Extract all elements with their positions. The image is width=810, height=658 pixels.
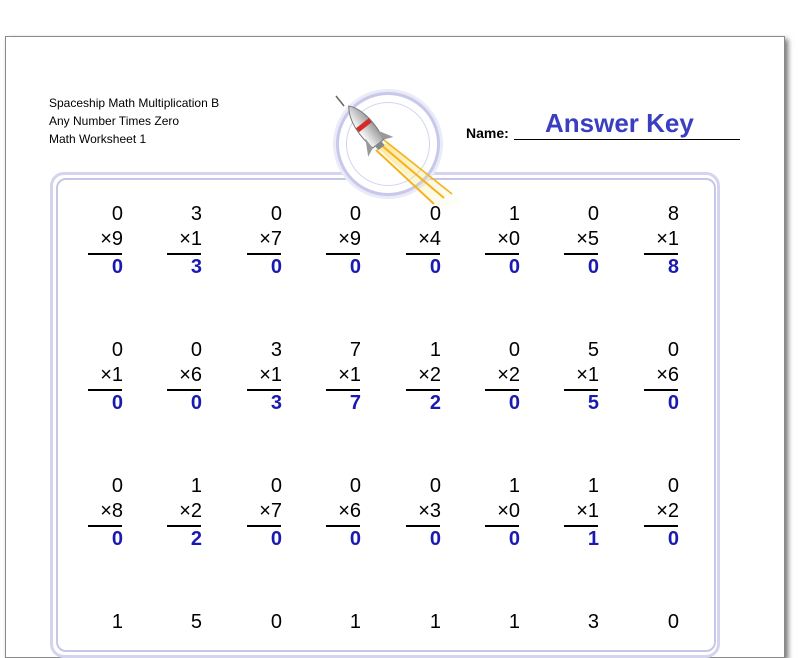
multiplicand: 0: [270, 475, 282, 497]
product-answer: 0: [429, 528, 441, 550]
problem: [483, 474, 533, 552]
problem: [562, 202, 612, 280]
worksheet-number: Math Worksheet 1: [49, 132, 147, 146]
product-answer: 7: [349, 392, 361, 414]
multiplier: ×6: [179, 364, 202, 386]
problem: [165, 202, 215, 280]
problem: [86, 610, 136, 635]
multiplicand: 1: [508, 611, 520, 633]
multiplicand: 1: [349, 611, 361, 633]
problem: [404, 610, 454, 635]
problem: [86, 474, 136, 552]
multiplicand: 5: [587, 339, 599, 361]
problem: [562, 474, 612, 552]
rocket-icon: [326, 90, 476, 220]
problem: [483, 338, 533, 416]
problem: [642, 610, 692, 635]
product-answer: 0: [508, 528, 520, 550]
problem: [642, 338, 692, 416]
multiplicand: 1: [508, 475, 520, 497]
product-answer: 0: [349, 528, 361, 550]
product-answer: 0: [111, 392, 123, 414]
multiplier: ×6: [338, 500, 361, 522]
multiplier: ×2: [656, 500, 679, 522]
problem: [86, 338, 136, 416]
problem: [404, 474, 454, 552]
multiplier: ×9: [338, 228, 361, 250]
problem: [562, 610, 612, 635]
name-field-line[interactable]: [514, 139, 740, 140]
multiplicand: 0: [667, 339, 679, 361]
problem: [324, 610, 374, 635]
multiplier: ×1: [656, 228, 679, 250]
name-label: Name:: [466, 125, 509, 141]
problem: [324, 474, 374, 552]
product-answer: 0: [111, 528, 123, 550]
multiplicand: 3: [587, 611, 599, 633]
multiplicand: 1: [587, 475, 599, 497]
product-answer: 0: [667, 528, 679, 550]
problem-frame-inner: [56, 178, 716, 652]
multiplier: ×2: [418, 364, 441, 386]
problem: [562, 338, 612, 416]
multiplier: ×6: [656, 364, 679, 386]
multiplicand: 0: [111, 203, 123, 225]
multiplier: ×8: [100, 500, 123, 522]
problem: [245, 610, 295, 635]
product-answer: 0: [508, 392, 520, 414]
multiplicand: 0: [508, 339, 520, 361]
problem: [165, 338, 215, 416]
multiplicand: 0: [111, 475, 123, 497]
multiplier: ×3: [418, 500, 441, 522]
multiplier: ×1: [179, 228, 202, 250]
problem: [245, 474, 295, 552]
problem: [245, 202, 295, 280]
multiplicand: 0: [587, 203, 599, 225]
problem: [483, 202, 533, 280]
product-answer: 0: [587, 256, 599, 278]
multiplicand: 0: [429, 475, 441, 497]
product-answer: 1: [587, 528, 599, 550]
worksheet-header: [49, 94, 219, 148]
multiplier: ×1: [338, 364, 361, 386]
multiplicand: 3: [190, 203, 202, 225]
product-answer: 3: [190, 256, 202, 278]
problem: [324, 202, 374, 280]
multiplicand: 1: [429, 611, 441, 633]
multiplicand: 8: [667, 203, 679, 225]
problem: [404, 202, 454, 280]
multiplicand: 0: [111, 339, 123, 361]
product-answer: 5: [587, 392, 599, 414]
multiplier: ×2: [497, 364, 520, 386]
multiplicand: 7: [349, 339, 361, 361]
product-answer: 2: [429, 392, 441, 414]
product-answer: 0: [349, 256, 361, 278]
problem: [86, 202, 136, 280]
multiplicand: 0: [349, 203, 361, 225]
problem: [483, 610, 533, 635]
multiplicand: 1: [429, 339, 441, 361]
multiplicand: 0: [270, 203, 282, 225]
multiplicand: 0: [667, 611, 679, 633]
multiplicand: 3: [270, 339, 282, 361]
multiplier: ×0: [497, 500, 520, 522]
multiplier: ×1: [576, 364, 599, 386]
multiplier: ×9: [100, 228, 123, 250]
product-answer: 2: [190, 528, 202, 550]
worksheet-subtitle: Any Number Times Zero: [49, 114, 180, 128]
product-answer: 0: [111, 256, 123, 278]
problem: [245, 338, 295, 416]
multiplicand: 1: [508, 203, 520, 225]
multiplicand: 0: [349, 475, 361, 497]
worksheet-title: Spaceship Math Multiplication B: [49, 96, 220, 110]
product-answer: 0: [270, 528, 282, 550]
answer-key-text: Answer Key: [545, 108, 694, 138]
multiplier: ×2: [179, 500, 202, 522]
problem: [165, 474, 215, 552]
multiplier: ×1: [576, 500, 599, 522]
problem: [642, 202, 692, 280]
problem: [165, 610, 215, 635]
multiplier: ×7: [259, 228, 282, 250]
multiplier: ×5: [576, 228, 599, 250]
multiplicand: 1: [190, 475, 202, 497]
problem: [642, 474, 692, 552]
product-answer: 0: [190, 392, 202, 414]
multiplicand: 1: [111, 611, 123, 633]
multiplier: ×7: [259, 500, 282, 522]
multiplier: ×1: [259, 364, 282, 386]
problem: [324, 338, 374, 416]
product-answer: 8: [667, 256, 679, 278]
multiplicand: 0: [190, 339, 202, 361]
multiplicand: 0: [429, 203, 441, 225]
multiplier: ×4: [418, 228, 441, 250]
problem: [404, 338, 454, 416]
product-answer: 0: [667, 392, 679, 414]
multiplier: ×1: [100, 364, 123, 386]
product-answer: 0: [429, 256, 441, 278]
product-answer: 3: [270, 392, 282, 414]
product-answer: 0: [270, 256, 282, 278]
multiplier: ×0: [497, 228, 520, 250]
product-answer: 0: [508, 256, 520, 278]
multiplicand: 5: [190, 611, 202, 633]
multiplicand: 0: [270, 611, 282, 633]
multiplicand: 0: [667, 475, 679, 497]
